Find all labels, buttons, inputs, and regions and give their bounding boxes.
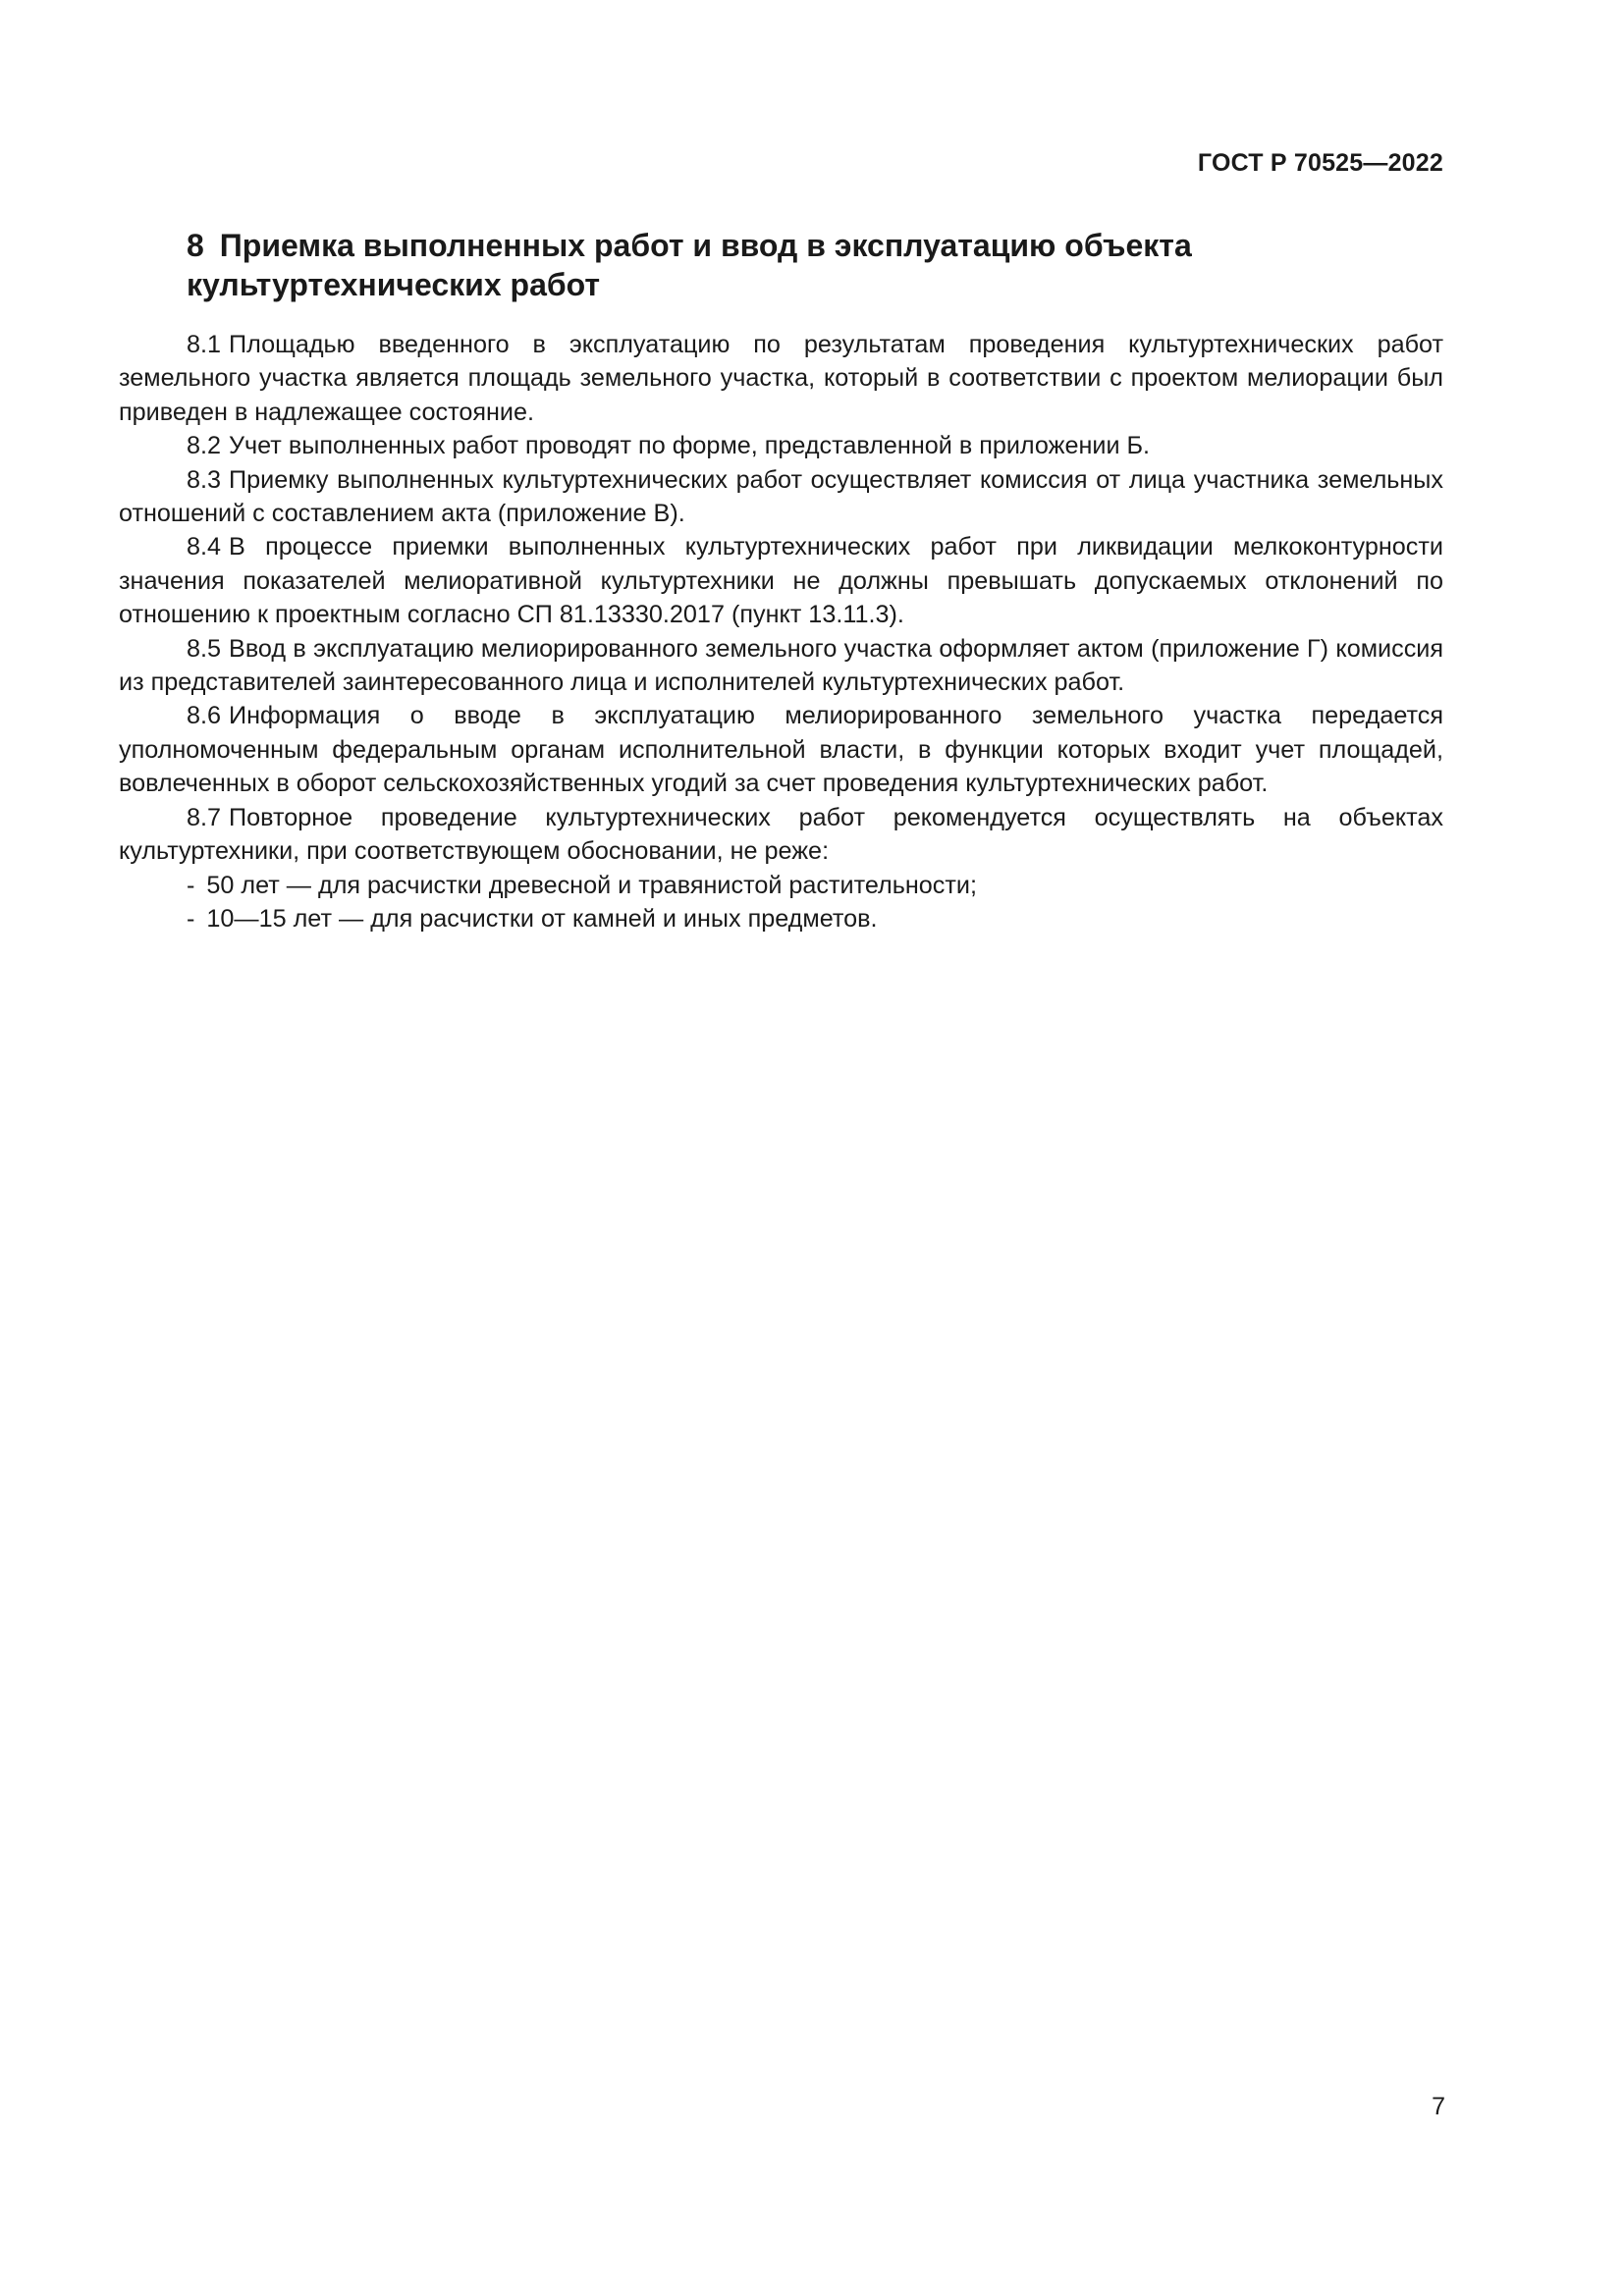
document-code-header: ГОСТ Р 70525—2022 xyxy=(1197,149,1443,177)
paragraph-text: Повторное проведение культуртехнических работ рекомендуется осуществлять на объектах культуртехники, при соответствующем обосновании, не реже: xyxy=(119,803,1443,866)
list-dash: - xyxy=(187,871,195,899)
paragraph-text: Информация о вводе в эксплуатацию мелиорированного земельного участка передается уполномоченным федеральным органам исполнительной власти, в функции которых входит учет площадей, вовлеченных в оборот сельскохозяйственных угодий за счет проведения культуртехнических работ. xyxy=(119,702,1443,798)
paragraph-8-3 xyxy=(119,463,1443,531)
paragraph-text: Приемку выполненных культуртехнических работ осуществляет комиссия от лица участника земельных отношений с составлением акта (приложение В). xyxy=(119,465,1443,528)
section-number: 8 xyxy=(187,228,204,263)
paragraph-8-6 xyxy=(119,699,1443,800)
paragraph-text: Площадью введенного в эксплуатацию по результатам проведения культуртехнических работ земельного участка является площадь земельного участка, который в соответствии с проектом мелиорации был приведен в надлежащее состояние. xyxy=(119,331,1443,426)
paragraph-8-2 xyxy=(119,429,1443,462)
section-title xyxy=(187,226,1365,304)
list-item xyxy=(119,902,1443,935)
section-title-line1: Приемка выполненных работ и ввод в эксплуатацию объекта xyxy=(219,228,1192,263)
paragraph-text: Учет выполненных работ проводят по форме, представленной в приложении Б. xyxy=(229,432,1151,460)
paragraph-text: В процессе приемки выполненных культуртехнических работ при ликвидации мелкоконтурности значения показателей мелиоративной культуртехники не должны превышать допускаемых отклонений по отношению к проектным согласно СП 81.13330.2017 (пункт 13.11.3). xyxy=(119,533,1443,629)
paragraph-number: 8.1 xyxy=(187,331,222,358)
list-item-text: 10—15 лет — для расчистки от камней и иных предметов. xyxy=(206,904,878,933)
paragraph-number: 8.4 xyxy=(187,533,222,561)
paragraph-number: 8.2 xyxy=(187,432,222,460)
paragraph-number: 8.3 xyxy=(187,465,222,494)
list-item-text: 50 лет — для расчистки древесной и травянистой растительности; xyxy=(206,871,977,899)
paragraph-number: 8.7 xyxy=(187,803,222,831)
paragraph-8-1 xyxy=(119,328,1443,429)
section-title-line2: культуртехнических работ xyxy=(187,267,601,302)
paragraph-8-5 xyxy=(119,632,1443,700)
list-item xyxy=(119,869,1443,902)
paragraph-8-4 xyxy=(119,530,1443,631)
section-body xyxy=(119,328,1443,935)
page-number: 7 xyxy=(1432,2093,1445,2120)
paragraph-number: 8.5 xyxy=(187,634,222,663)
paragraph-8-7 xyxy=(119,801,1443,869)
paragraph-text: Ввод в эксплуатацию мелиорированного земельного участка оформляет актом (приложение Г) комиссия из представителей заинтересованного лица и исполнителей культуртехнических работ. xyxy=(119,634,1443,697)
paragraph-number: 8.6 xyxy=(187,702,222,730)
list-dash: - xyxy=(187,904,195,933)
